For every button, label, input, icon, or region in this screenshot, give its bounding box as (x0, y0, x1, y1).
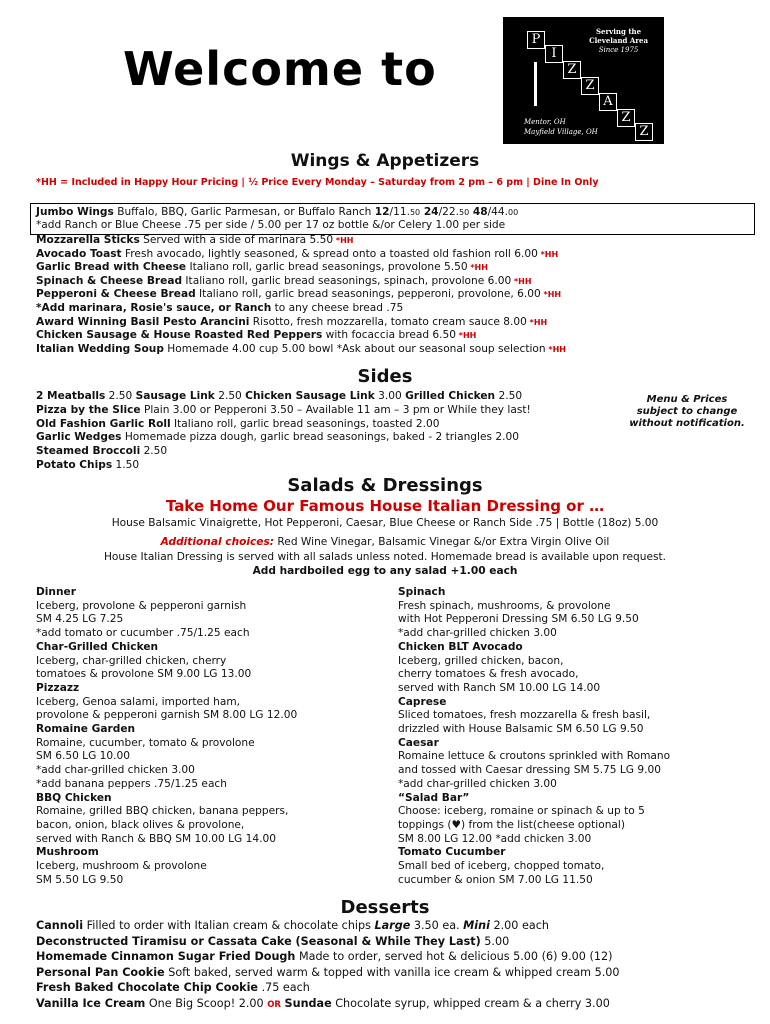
item-name: OR (267, 1000, 281, 1010)
logo-location-2: Mayfield Village, OH (524, 128, 598, 136)
salad-name: BBQ Chicken (36, 791, 112, 804)
section-title-wings: Wings & Appetizers (290, 151, 480, 171)
salad-name: Char-Grilled Chicken (36, 640, 159, 653)
item-name: Vanilla Ice Cream (36, 997, 146, 1010)
price-disclaimer: Menu & Prices subject to change without notification. (629, 394, 745, 429)
appetizer-item (36, 329, 476, 342)
logo-stem (534, 62, 537, 106)
item-desc: 3.00 (374, 390, 406, 402)
salads-right-column (398, 586, 670, 887)
item-desc: 2.00 each (489, 919, 549, 932)
item-desc: Homemade 4.00 cup 5.00 bowl *Ask about our seasonal soup selection (163, 342, 546, 355)
dessert-item (36, 997, 610, 1012)
item-name: Spinach & Cheese Bread (36, 274, 183, 287)
logo-letter: A (599, 93, 617, 111)
section-title-salads: Salads & Dressings (287, 475, 483, 496)
item-desc: 2.50 (105, 390, 136, 402)
salad-detail: cherry tomatoes & fresh avocado, (398, 668, 579, 681)
item-name: Jumbo Wings (36, 206, 114, 218)
salad-name: Caesar (398, 736, 439, 749)
salad-detail: toppings (♥) from the list(cheese optional) (398, 818, 625, 831)
appetizer-item (36, 288, 561, 301)
item-name: Chicken Sausage Link (245, 390, 375, 402)
happy-hour-badge: *HH (537, 249, 559, 259)
salad-detail: drizzled with House Balsamic SM 6.50 LG 9.50 (398, 723, 644, 736)
salad-name: “Salad Bar” (398, 791, 470, 804)
salads-subtitle: Take Home Our Famous House Italian Dressing or … (165, 497, 605, 515)
logo-letter: Z (563, 61, 581, 79)
item-desc: to any cheese bread .75 (271, 302, 404, 314)
happy-hour-badge: *HH (526, 317, 548, 327)
item-name: Italian Wedding Soup (36, 342, 164, 355)
dessert-item (36, 981, 310, 994)
item-name: Personal Pan Cookie (36, 965, 165, 979)
logo-letter: Z (635, 123, 653, 141)
item-desc: 2.50 (140, 445, 168, 458)
salad-detail: bacon, onion, black olives & provolone, (36, 818, 245, 831)
side-item (36, 404, 531, 417)
item-desc: 2.50 (214, 390, 246, 402)
happy-hour-badge: *HH (545, 344, 566, 354)
logo-tagline-2: Cleveland Area (589, 36, 648, 45)
happy-hour-badge: *HH (511, 276, 532, 286)
item-name: Award Winning Basil Pesto Arancini (36, 315, 250, 328)
item-name: Sundae (284, 997, 332, 1010)
dessert-item (36, 950, 612, 963)
logo-letter: Z (581, 77, 599, 95)
salad-detail: SM 4.25 LG 7.25 (36, 613, 124, 626)
egg-addon-note: Add hardboiled egg to any salad +1.00 each (252, 565, 518, 577)
item-name: Deconstructed Tiramisu or Cassata Cake (Seasonal & While They Last) (36, 934, 481, 948)
appetizer-item (36, 343, 566, 356)
item-desc: One Big Scoop! 2.00 (145, 997, 268, 1010)
logo-tagline-1: Serving the (595, 27, 642, 36)
salad-detail: with Hot Pepperoni Dressing SM 6.50 LG 9.50 (398, 613, 639, 626)
section-title-sides: Sides (357, 366, 413, 387)
additional-choices: Additional choices: Red Wine Vinegar, Balsamic Vinegar &/or Extra Virgin Olive Oil (160, 536, 610, 548)
salad-detail: Romaine, grilled BBQ chicken, banana peppers, (36, 805, 289, 818)
item-name: Mini (463, 919, 490, 932)
salad-detail: *add char-grilled chicken 3.00 (36, 764, 195, 777)
item-name: Garlic Wedges (36, 431, 122, 444)
logo-letter: Z (617, 109, 635, 127)
salad-name: Spinach (398, 586, 446, 598)
salad-detail: Fresh spinach, mushrooms, & provolone (398, 599, 611, 612)
salad-detail: Small bed of iceberg, chopped tomato, (398, 860, 605, 873)
item-name: Sausage Link (135, 390, 215, 402)
salad-detail: tomatoes & provolone SM 9.00 LG 13.00 (36, 668, 252, 681)
salad-name: Romaine Garden (36, 723, 136, 736)
side-item (36, 445, 167, 458)
item-desc: .75 each (258, 981, 310, 995)
item-desc: Risotto, fresh mozzarella, tomato cream sauce 8.00 (249, 315, 527, 328)
happy-hour-badge: *HH (456, 331, 477, 341)
item-name: Grilled Chicken (405, 390, 496, 402)
salads-left-column (36, 586, 297, 887)
item-desc: Italiano roll, garlic bread seasonings, provolone 5.50 (186, 261, 468, 274)
pizzazz-logo (503, 17, 664, 144)
dessert-item (36, 966, 620, 979)
salad-detail: served with Ranch SM 10.00 LG 14.00 (398, 681, 601, 694)
salad-detail: Sliced tomatoes, fresh mozzarella & fresh basil, (398, 709, 651, 722)
appetizer-item (36, 275, 532, 288)
logo-letter: I (545, 45, 563, 63)
salad-name: Pizzazz (36, 681, 80, 694)
salad-detail: *add banana peppers .75/1.25 each (36, 777, 227, 790)
happy-hour-badge: *HH (467, 263, 488, 273)
salad-detail: Choose: iceberg, romaine or spinach & up to 5 (398, 805, 645, 818)
item-name: Homemade Cinnamon Sugar Fried Dough (36, 950, 296, 964)
item-desc: Italiano roll, garlic bread seasonings, spinach, provolone 6.00 (182, 274, 512, 287)
side-item (36, 459, 139, 472)
item-desc: 3.50 ea. (410, 919, 464, 932)
salad-detail: *add char-grilled chicken 3.00 (398, 627, 557, 640)
salad-name: Caprese (398, 695, 447, 708)
salad-detail: *add char-grilled chicken 3.00 (398, 777, 557, 790)
salad-detail: cucumber & onion SM 7.00 LG 11.50 (398, 873, 593, 886)
item-desc: Homemade pizza dough, garlic bread seasonings, baked - 2 triangles 2.00 (121, 431, 519, 444)
item-desc: Made to order, served hot & delicious 5.00 (6) 9.00 (12) (295, 950, 613, 964)
salad-detail: Romaine, cucumber, tomato & provolone (36, 736, 255, 749)
happy-hour-badge: *HH (333, 236, 354, 245)
side-item (36, 431, 519, 444)
item-name: Pepperoni & Cheese Bread (36, 288, 196, 301)
logo-location-1: Mentor, OH (524, 118, 566, 126)
item-desc: Plain 3.00 or Pepperoni 3.50 – Available 11 am – 3 pm or While they last! (140, 403, 531, 416)
item-name: 2 Meatballs (36, 390, 106, 402)
welcome-heading: Welcome to (123, 42, 437, 96)
salad-detail: Iceberg, char-grilled chicken, cherry (36, 654, 227, 667)
house-dressing-note: House Italian Dressing is served with all salads unless noted. Homemade bread is available upon request. (103, 551, 667, 563)
item-desc: Filled to order with Italian cream & chocolate chips (83, 919, 375, 932)
item-desc: 2.50 (495, 390, 523, 402)
item-desc: Italiano roll, garlic bread seasonings, pepperoni, provolone, 6.00 (195, 288, 541, 301)
dessert-item (36, 919, 549, 932)
item-desc: with focaccia bread 6.50 (322, 329, 457, 342)
salad-detail: Iceberg, mushroom & provolone (36, 860, 207, 873)
salad-detail: provolone & pepperoni garnish SM 8.00 LG 12.00 (36, 709, 298, 722)
salad-detail: SM 5.50 LG 9.50 (36, 873, 124, 886)
salad-detail: and tossed with Caesar dressing SM 5.75 LG 9.00 (398, 764, 661, 777)
salad-detail: Iceberg, Genoa salami, imported ham, (36, 695, 241, 708)
item-desc: Chocolate syrup, whipped cream & a cherry 3.00 (331, 997, 610, 1010)
salad-name: Chicken BLT Avocado (398, 640, 523, 653)
item-name: Mozzarella Sticks (36, 234, 140, 246)
item-name: Fresh Baked Chocolate Chip Cookie (36, 981, 259, 995)
item-name: Large (374, 919, 411, 932)
dessert-item (36, 935, 509, 948)
item-name: Chicken Sausage & House Roasted Red Peppers (36, 329, 323, 342)
item-name: Cannoli (36, 919, 84, 932)
happy-hour-note: *HH = Included in Happy Hour Pricing | ½ Price Every Monday – Saturday from 2 pm – 6 pm | Dine In Only (36, 177, 599, 188)
item-name: Avocado Toast (36, 247, 122, 260)
jumbo-wings-line: Jumbo Wings Buffalo, BBQ, Garlic Parmesan, or Buffalo Ranch 12/11.50 24/22.50 48/44.00 (36, 206, 519, 218)
salad-detail: Iceberg, provolone & pepperoni garnish (36, 599, 247, 612)
item-desc: Soft baked, served warm & topped with vanilla ice cream & whipped cream 5.00 (164, 965, 620, 979)
side-item (36, 390, 522, 403)
salad-detail: SM 6.50 LG 10.00 (36, 750, 130, 763)
salad-detail: served with Ranch & BBQ SM 10.00 LG 14.00 (36, 832, 276, 845)
item-name: Pizza by the Slice (36, 403, 141, 416)
item-name: Steamed Broccoli (36, 445, 141, 458)
appetizer-item (36, 248, 558, 261)
appetizer-item (36, 261, 488, 274)
side-item (36, 418, 439, 431)
salad-name: Tomato Cucumber (398, 846, 506, 859)
item-name: Garlic Bread with Cheese (36, 261, 187, 274)
item-desc: Fresh avocado, lightly seasoned, & spread onto a toasted old fashion roll 6.00 (121, 247, 538, 260)
salad-name: Mushroom (36, 846, 99, 859)
salad-detail: SM 8.00 LG 12.00 *add chicken 3.00 (398, 832, 592, 845)
salad-detail: Iceberg, grilled chicken, bacon, (398, 654, 564, 667)
logo-tagline-3: Since 1975 (598, 46, 639, 54)
appetizer-item (36, 316, 547, 329)
jumbo-wings-addons: *add Ranch or Blue Cheese .75 per side / 5.00 per 17 oz bottle &/or Celery 1.00 per side (36, 219, 506, 231)
logo-letter: P (527, 31, 545, 49)
appetizer-item (36, 234, 353, 247)
item-name: Potato Chips (36, 459, 113, 471)
item-desc: Served with a side of marinara 5.50 (139, 234, 334, 246)
salad-detail: *add tomato or cucumber .75/1.25 each (36, 627, 250, 640)
item-desc: 1.50 (112, 459, 140, 471)
salad-name: Dinner (36, 586, 76, 598)
appetizer-item (36, 302, 403, 315)
dressings-list: House Balsamic Vinaigrette, Hot Pepperoni, Caesar, Blue Cheese or Ranch Side .75 | Bottle (18oz) 5.00 (111, 517, 659, 529)
item-desc: 5.00 (480, 934, 510, 948)
item-desc: Italiano roll, garlic bread seasonings, toasted 2.00 (170, 417, 440, 430)
item-name: *Add marinara, Rosie's sauce, or Ranch (36, 302, 272, 314)
section-title-desserts: Desserts (340, 897, 430, 918)
salad-detail: Romaine lettuce & croutons sprinkled with Romano (398, 750, 671, 763)
item-name: Old Fashion Garlic Roll (36, 417, 171, 430)
happy-hour-badge: *HH (540, 290, 562, 300)
